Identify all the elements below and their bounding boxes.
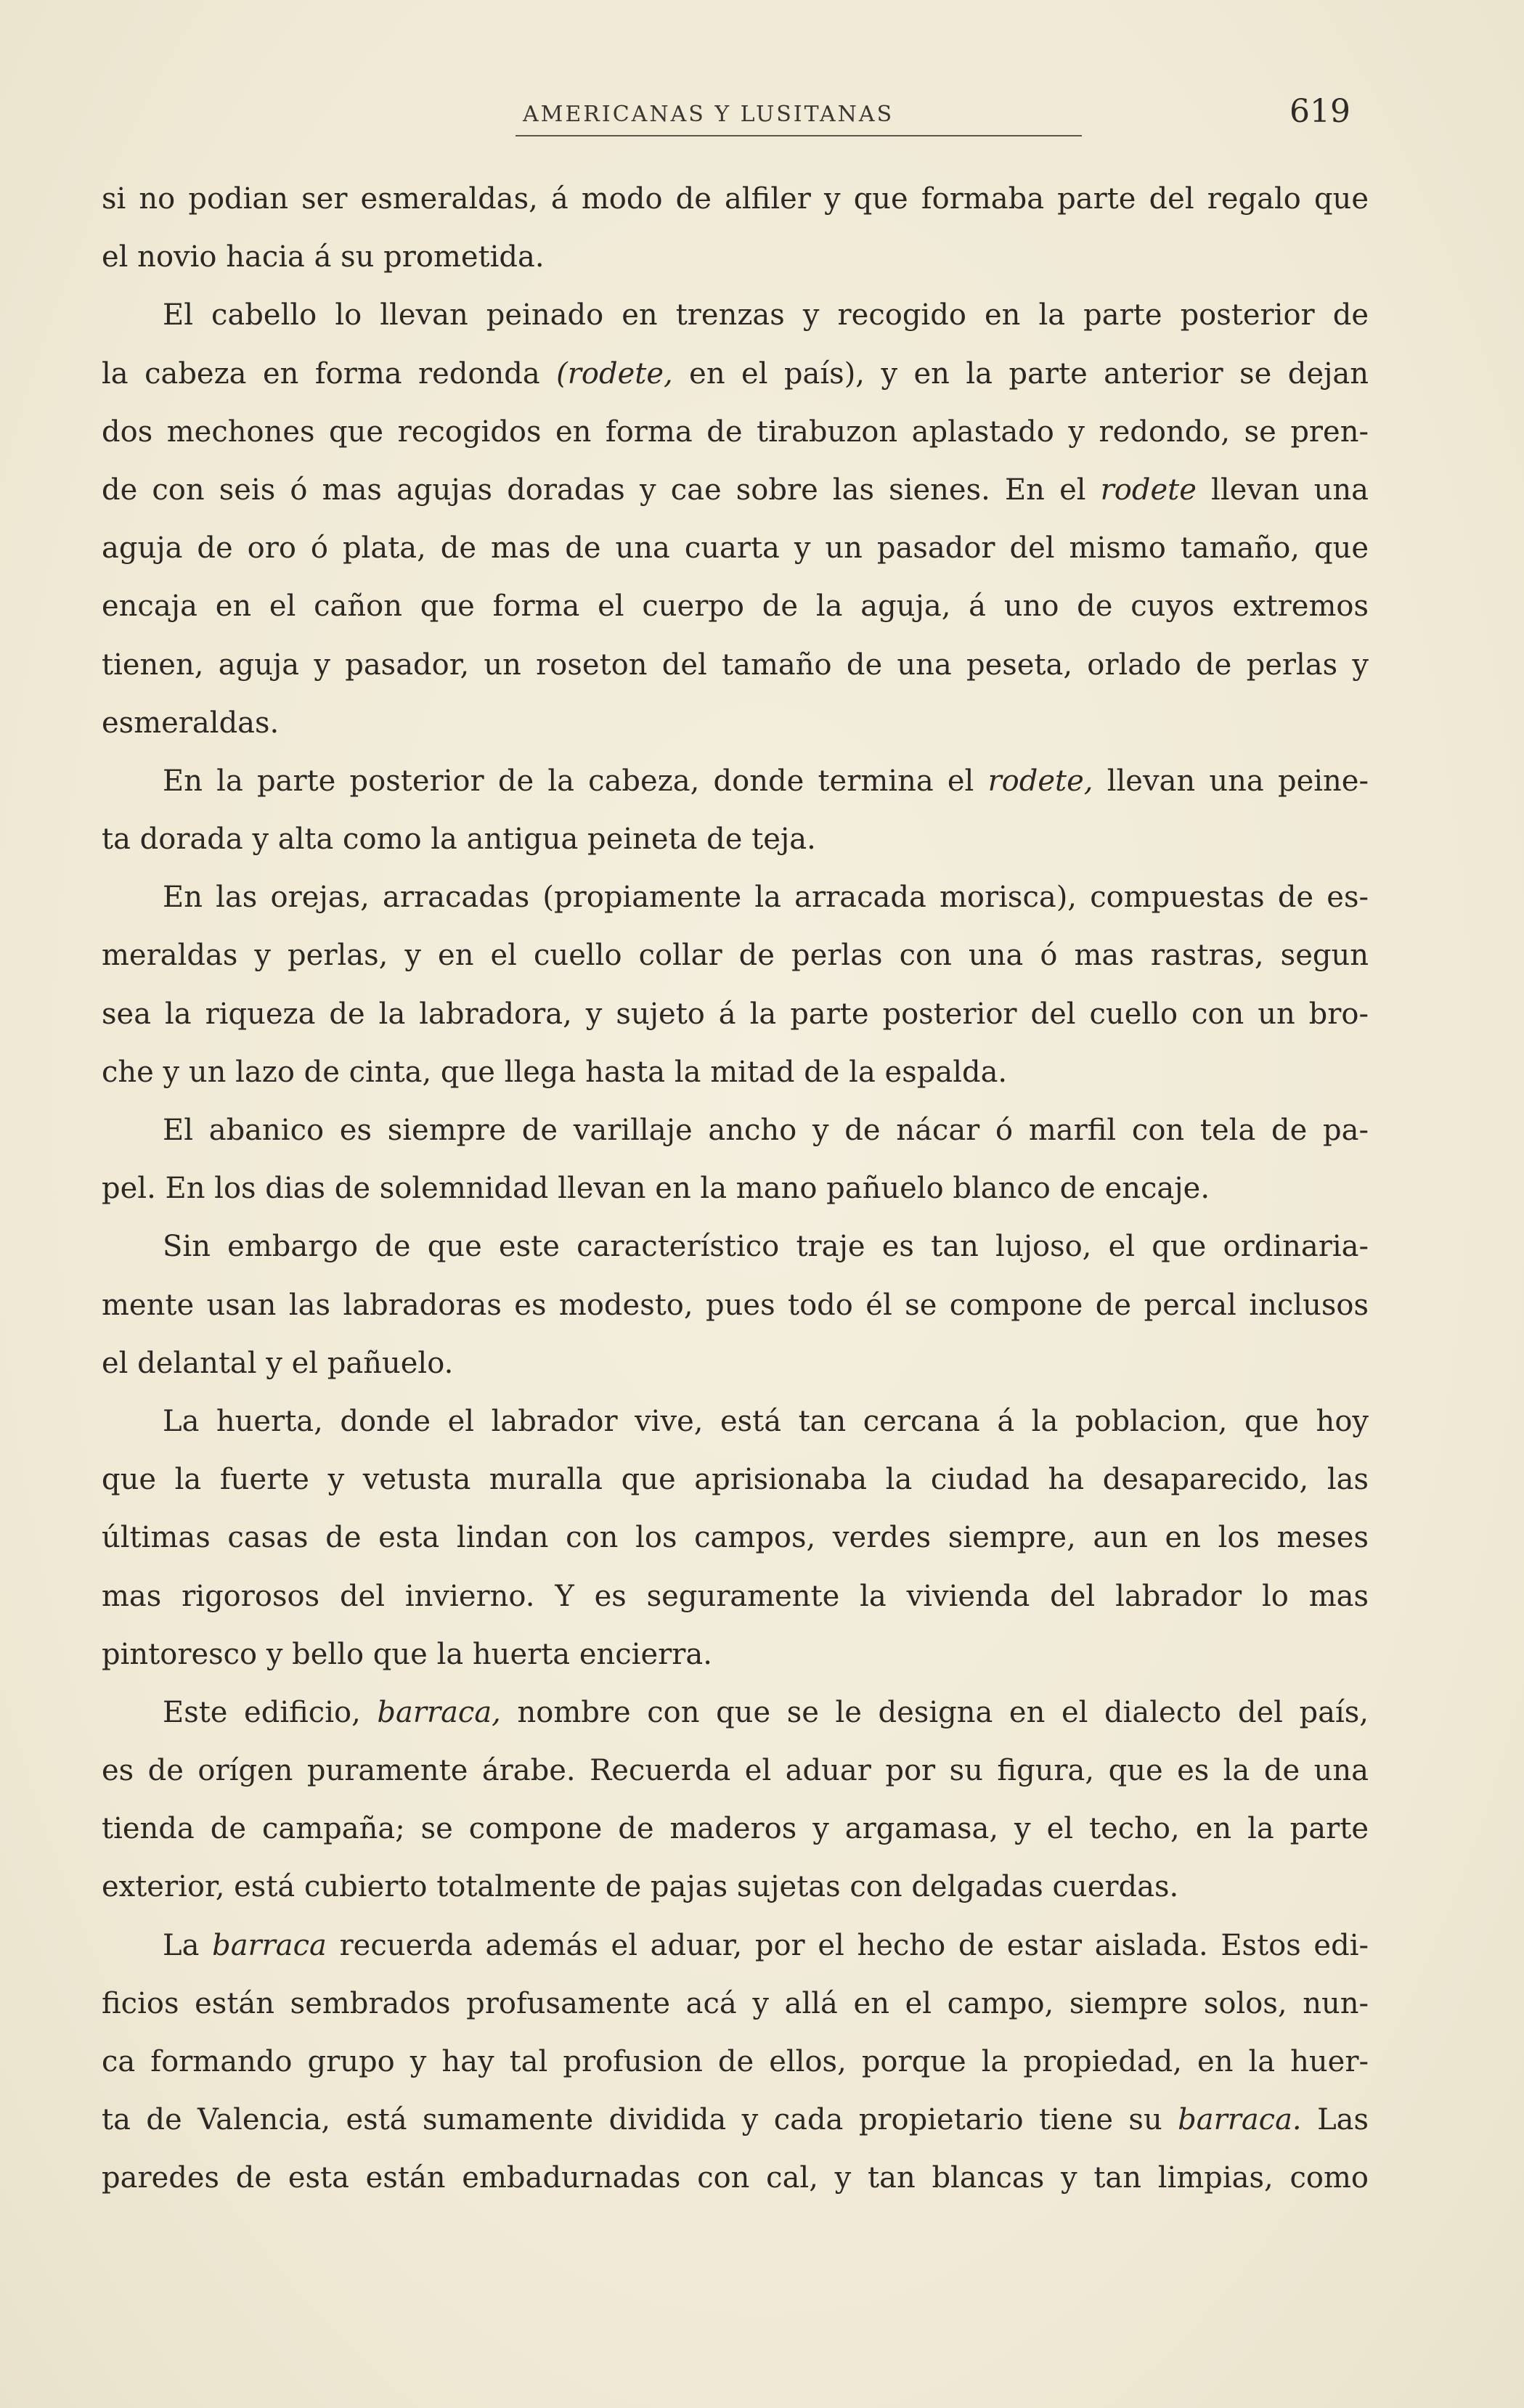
text-segment: tienen, aguja y pasador, un roseton del tamaño de una peseta, orlado de perlas y (102, 648, 1369, 682)
text-segment: mente usan las labradoras es modesto, pues todo él se compone de percal inclusos (102, 1288, 1369, 1322)
text-segment: En las orejas, arracadas (propiamente la arracada morisca), compuestas de es- (163, 881, 1369, 915)
text-line (102, 345, 1369, 403)
text-segment: es de orígen puramente árabe. Recuerda el aduar por su figura, que es la de una (102, 1754, 1369, 1788)
text-line (102, 1917, 1369, 1975)
text-segment: che y un lazo de cinta, que llega hasta la mitad de la espalda. (102, 1055, 1008, 1089)
text-line (102, 1043, 1369, 1101)
text-segment: dos mechones que recogidos en forma de tirabuzon aplastado y redondo, se pren- (102, 415, 1369, 449)
text-segment: sea la riqueza de la labradora, y sujeto á la parte posterior del cuello con un bro- (102, 997, 1369, 1031)
text-line (102, 170, 1369, 228)
text-segment: si no podian ser esmeraldas, á modo de alfiler y que formaba parte del regalo que (102, 182, 1369, 216)
text-line (102, 1334, 1369, 1392)
text-line (102, 1742, 1369, 1800)
text-line (102, 1567, 1369, 1625)
text-line (102, 1217, 1369, 1276)
text-line (102, 926, 1369, 984)
text-line (102, 2149, 1369, 2207)
text-line (102, 1509, 1369, 1567)
text-line (102, 519, 1369, 577)
text-line (102, 752, 1369, 810)
italic-term: rodete (1100, 473, 1197, 507)
text-line (102, 2091, 1369, 2149)
text-segment: meraldas y perlas, y en el cuello collar de perlas con una ó mas rastras, segun (102, 939, 1369, 973)
text-segment: pintoresco y bello que la huerta encierra. (102, 1637, 712, 1671)
text-line (102, 985, 1369, 1043)
text-line (102, 228, 1369, 286)
text-segment: El abanico es siempre de varillaje ancho y de nácar ó marfil con tela de pa- (163, 1114, 1369, 1147)
text-segment: En la parte posterior de la cabeza, donde termina el (163, 764, 988, 798)
text-segment: que la fuerte y vetusta muralla que aprisionaba la ciudad ha desaparecido, las (102, 1463, 1369, 1497)
header-rule (516, 135, 1082, 136)
text-segment: ta dorada y alta como la antigua peineta de teja. (102, 823, 816, 857)
text-segment: últimas casas de esta lindan con los campos, verdes siempre, aun en los meses (102, 1521, 1369, 1555)
text-segment: la cabeza en forma redonda (102, 356, 557, 391)
text-segment: esmeraldas. (102, 706, 280, 740)
text-segment: encaja en el cañon que forma el cuerpo de la aguja, á uno de cuyos extremos (102, 589, 1369, 624)
text-segment: exterior, está cubierto totalmente de pajas sujetas con delgadas cuerdas. (102, 1870, 1179, 1904)
text-segment: Este edificio, (163, 1695, 378, 1729)
text-line (102, 403, 1369, 461)
text-segment: el delantal y el pañuelo. (102, 1346, 454, 1380)
text-segment: nombre con que se le designa en el dialecto del país, (500, 1695, 1369, 1729)
text-segment: llevan una peine- (1093, 764, 1369, 798)
text-line (102, 1392, 1369, 1450)
text-line (102, 286, 1369, 344)
text-segment: de con seis ó mas agujas doradas y cae sobre las sienes. En el (102, 473, 1101, 507)
italic-term: (rodete, (556, 356, 673, 391)
text-segment: mas rigorosos del invierno. Y es seguramente la vivienda del labrador lo mas (102, 1579, 1369, 1613)
running-title: AMERICANAS Y LUSITANAS (523, 102, 895, 127)
text-line (102, 1683, 1369, 1742)
text-segment: llevan una (1196, 473, 1369, 507)
text-segment: Las (1301, 2103, 1369, 2137)
text-segment: La (163, 1928, 213, 1962)
page-number: 619 (1289, 93, 1350, 130)
text-line (102, 1159, 1369, 1217)
text-line (102, 868, 1369, 926)
text-line (102, 636, 1369, 694)
text-segment: el novio hacia á su prometida. (102, 240, 545, 274)
text-line (102, 1276, 1369, 1334)
text-segment: pel. En los dias de solemnidad llevan en la mano pañuelo blanco de encaje. (102, 1172, 1210, 1206)
text-segment: aguja de oro ó plata, de mas de una cuarta y un pasador del mismo tamaño, que (102, 531, 1369, 566)
text-segment: Sin embargo de que este característico traje es tan lujoso, el que ordinaria- (163, 1230, 1369, 1264)
text-segment: recuerda además el aduar, por el hecho de estar aislada. Estos edi- (326, 1928, 1369, 1962)
italic-term: barraca, (377, 1695, 501, 1729)
page-header (102, 93, 1350, 151)
text-segment: La huerta, donde el labrador vive, está tan cercana á la poblacion, que hoy (163, 1404, 1369, 1438)
text-line (102, 694, 1369, 752)
text-segment: El cabello lo llevan peinado en trenzas y recogido en la parte posterior de (163, 298, 1369, 332)
text-line (102, 2033, 1369, 2091)
text-line (102, 1625, 1369, 1683)
text-line (102, 577, 1369, 635)
italic-term: barraca. (1178, 2103, 1302, 2137)
text-segment: ficios están sembrados profusamente acá y allá en el campo, siempre solos, nun- (102, 1986, 1369, 2020)
text-segment: paredes de esta están embadurnadas con cal, y tan blancas y tan limpias, como (102, 2161, 1369, 2195)
text-line (102, 1858, 1369, 1916)
text-line (102, 461, 1369, 519)
italic-term: barraca (212, 1928, 327, 1962)
italic-term: rodete, (987, 764, 1093, 798)
body-text (102, 170, 1369, 2208)
text-line (102, 1800, 1369, 1858)
text-line (102, 1975, 1369, 2033)
text-line (102, 1450, 1369, 1509)
text-segment: ca formando grupo y hay tal profusion de ellos, porque la propiedad, en la huer- (102, 2045, 1369, 2078)
text-segment: ta de Valencia, está sumamente dividida y cada propietario tiene su (102, 2103, 1178, 2137)
text-line (102, 810, 1369, 868)
text-line (102, 1101, 1369, 1159)
text-segment: tienda de campaña; se compone de maderos y argamasa, y el techo, en la parte (102, 1812, 1369, 1846)
text-segment: en el país), y en la parte anterior se dejan (672, 356, 1369, 391)
